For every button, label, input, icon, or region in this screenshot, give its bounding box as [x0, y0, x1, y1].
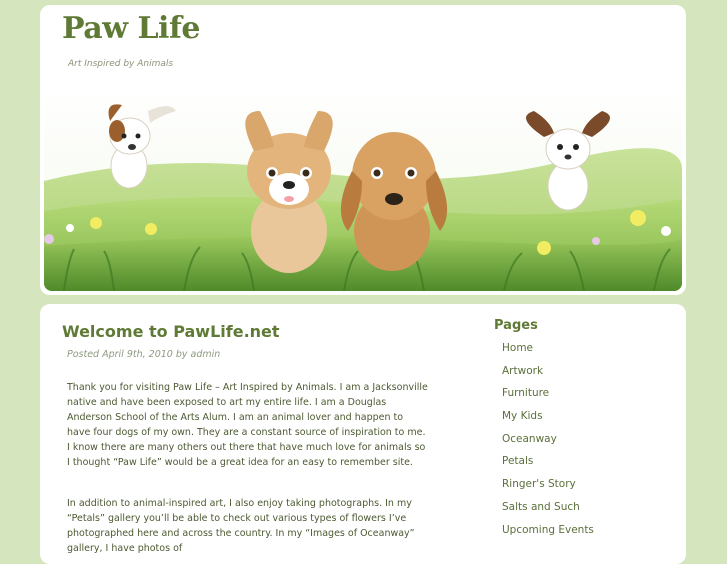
- sidebar-item-upcoming-events[interactable]: Upcoming Events: [502, 523, 594, 536]
- sidebar-item-oceanway[interactable]: Oceanway: [502, 432, 557, 445]
- sidebar-item-salts-and-such[interactable]: Salts and Such: [502, 500, 580, 513]
- post-paragraph: Thank you for visiting Paw Life – Art Inspired by Animals. I am a Jacksonville native and have been exposed to art my entire life. I am a Douglas Anderson School of the Arts Alum. I am an animal lover and happen to have four dogs of my own. They are a constant source of inspiration to me. I know there are many others out there that have much love for animals so I thought “Paw Life” would be a great idea for an easy to remember site.: [67, 382, 428, 468]
- sidebar-title: Pages: [494, 318, 538, 333]
- flower-icon: [90, 217, 102, 229]
- flower-icon: [44, 234, 54, 244]
- puppy-illustration-icon: [245, 111, 332, 273]
- sidebar-item-home[interactable]: Home: [502, 342, 534, 354]
- post-paragraph: In addition to animal-inspired art, I also enjoy taking photographs. In my “Petals” gallery you’ll be able to check out various types of flowers I’ve photographed here and across the country. In my “Images of Oceanway” gallery, I have photos of: [67, 498, 415, 554]
- sidebar: [494, 318, 674, 543]
- post-title[interactable]: Welcome to PawLife.net: [62, 322, 280, 341]
- flower-icon: [537, 241, 551, 255]
- flower-icon: [145, 223, 157, 235]
- flower-icon: [592, 237, 600, 245]
- header: [40, 5, 686, 295]
- site-title[interactable]: Paw Life: [62, 11, 200, 46]
- sidebar-item-ringers-story[interactable]: Ringer's Story: [502, 478, 576, 491]
- post-body: [67, 380, 429, 564]
- flower-icon: [661, 226, 671, 236]
- sidebar-item-furniture[interactable]: Furniture: [502, 387, 550, 400]
- sidebar-item-petals[interactable]: Petals: [502, 455, 534, 468]
- sidebar-item-my-kids[interactable]: My Kids: [502, 410, 543, 423]
- content-area: [40, 304, 686, 564]
- post-meta: Posted April 9th, 2010 by admin: [67, 349, 221, 360]
- site-tagline: Art Inspired by Animals: [68, 59, 174, 69]
- flower-icon: [66, 224, 74, 232]
- page-list: [494, 339, 674, 543]
- sidebar-item-artwork[interactable]: Artwork: [502, 364, 544, 377]
- flower-icon: [630, 210, 646, 226]
- header-banner: [44, 81, 682, 291]
